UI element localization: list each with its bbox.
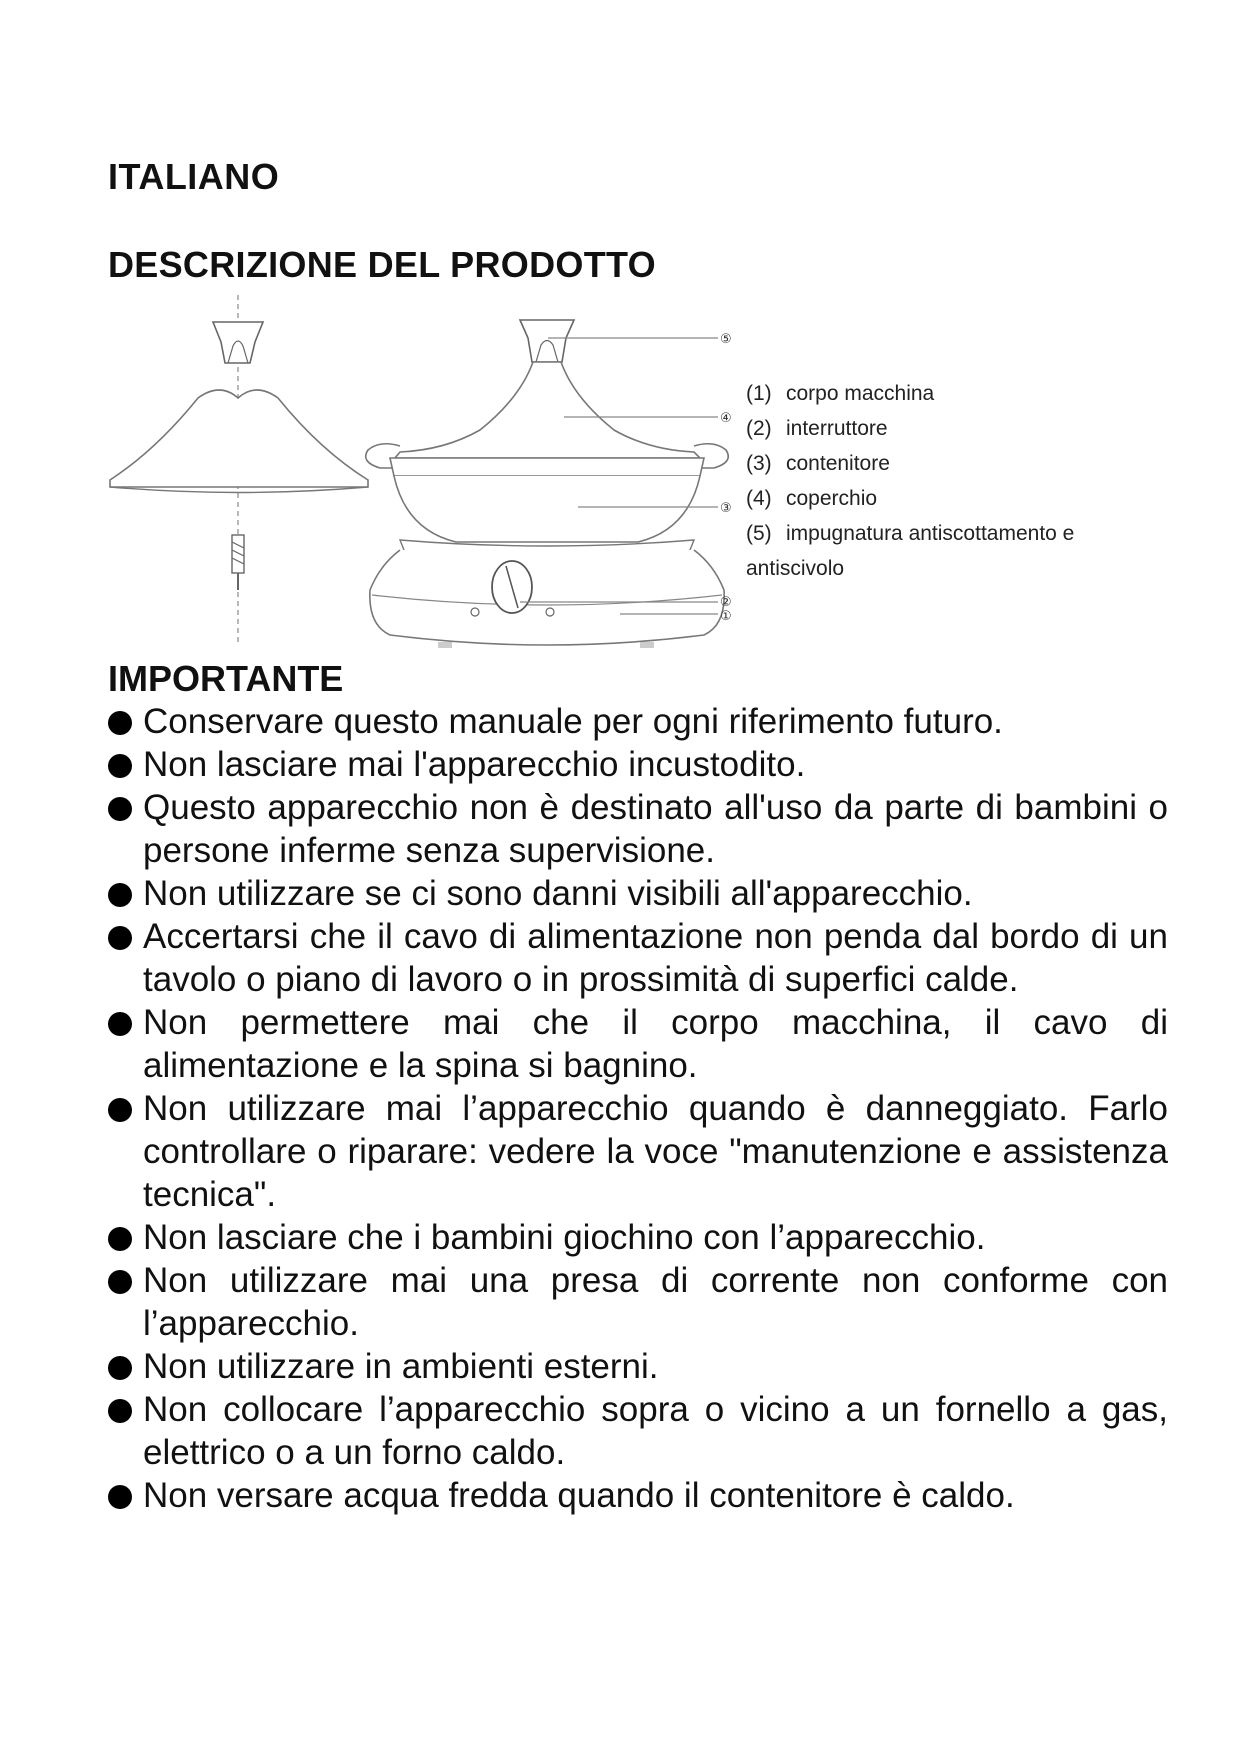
important-heading: IMPORTANTE: [108, 658, 344, 699]
list-item: Non permettere mai che il corpo macchina, il cavo di alimentazione e la spina si bagnino.: [108, 1001, 1168, 1087]
legend-item: (5) impugnatura antiscottamento e: [746, 522, 1075, 545]
list-item: Questo apparecchio non è destinato all'uso da parte di bambini o persone inferme senza supervisione.: [108, 786, 1168, 872]
base-unit: [370, 550, 724, 645]
callout-5: ⑤: [720, 332, 732, 347]
bullet-icon: [108, 711, 132, 735]
bullet-icon: [108, 1098, 132, 1122]
language-heading: ITALIANO: [108, 156, 280, 197]
lid-part: [110, 390, 368, 487]
list-item: Non utilizzare mai l’apparecchio quando è danneggiato. Farlo controllare o riparare: vedere la voce "manutenzione e assistenza tecnica".: [108, 1087, 1168, 1216]
callout-1: ①: [720, 609, 732, 624]
legend-item: (1) corpo macchina: [746, 382, 935, 405]
legend-item: (3) contenitore: [746, 452, 890, 475]
list-item: Accertarsi che il cavo di alimentazione non penda dal bordo di un tavolo o piano di lavoro o in prossimità di superfici calde.: [108, 915, 1168, 1001]
bullet-icon: [108, 754, 132, 778]
assembled-lid: [395, 362, 700, 458]
list-item: Non utilizzare mai una presa di corrente non conforme con l’apparecchio.: [108, 1259, 1168, 1345]
callout-4: ④: [720, 411, 732, 426]
list-item: Non lasciare che i bambini giochino con l’apparecchio.: [108, 1216, 1168, 1259]
product-diagram: [100, 290, 790, 655]
tagine-illustration: [100, 290, 790, 655]
section-heading: DESCRIZIONE DEL PRODOTTO: [108, 244, 656, 285]
warning-list: [108, 700, 1168, 1517]
handle-part: [213, 322, 263, 363]
bullet-icon: [108, 926, 132, 950]
parts-legend: [746, 376, 1126, 586]
list-item: Conservare questo manuale per ogni riferimento futuro.: [108, 700, 1168, 743]
legend-item: (2) interruttore: [746, 417, 888, 440]
list-item: Non versare acqua fredda quando il contenitore è caldo.: [108, 1474, 1168, 1517]
callout-2: ②: [720, 595, 732, 610]
bullet-icon: [108, 1012, 132, 1036]
screw-part: [232, 535, 244, 573]
bullet-icon: [108, 883, 132, 907]
list-item: Non utilizzare in ambienti esterni.: [108, 1345, 1168, 1388]
bullet-icon: [108, 1399, 132, 1423]
assembled-pot: [394, 476, 700, 542]
bullet-icon: [108, 797, 132, 821]
bullet-icon: [108, 1227, 132, 1251]
list-item: Non lasciare mai l'apparecchio incustodito.: [108, 743, 1168, 786]
bullet-icon: [108, 1485, 132, 1509]
legend-item-continuation: antiscivolo: [746, 557, 845, 580]
list-item: Non collocare l’apparecchio sopra o vicino a un fornello a gas, elettrico o a un forno caldo.: [108, 1388, 1168, 1474]
legend-item: (4) coperchio: [746, 487, 878, 510]
callout-3: ③: [720, 501, 732, 516]
bullet-icon: [108, 1270, 132, 1294]
list-item: Non utilizzare se ci sono danni visibili all'apparecchio.: [108, 872, 1168, 915]
bullet-icon: [108, 1356, 132, 1380]
